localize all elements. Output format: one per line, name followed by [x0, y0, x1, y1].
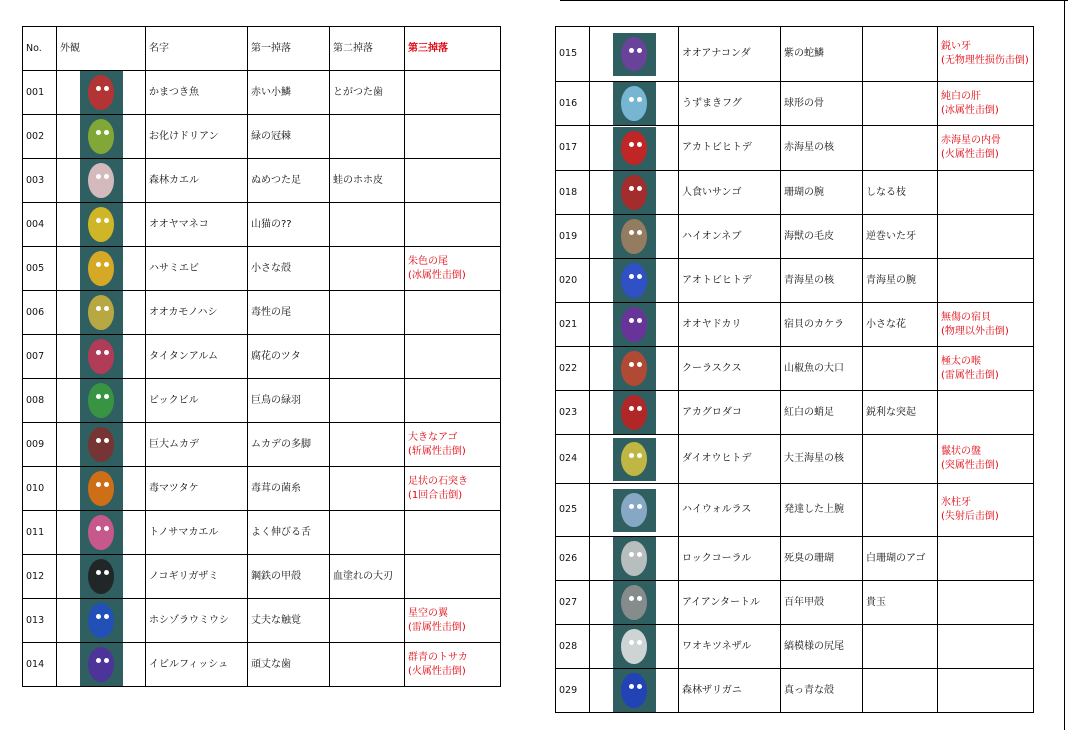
drop-3 — [938, 669, 1034, 713]
monster-appearance — [57, 291, 146, 335]
drop-2 — [863, 669, 938, 713]
drop-2 — [330, 247, 405, 291]
monster-appearance — [590, 435, 679, 484]
drop-1: 毒性の尾 — [248, 291, 330, 335]
monster-appearance — [590, 347, 679, 391]
header-drop2: 第二掉落 — [330, 27, 405, 71]
drop-2 — [330, 511, 405, 555]
monster-appearance — [590, 303, 679, 347]
iron-turtle-monster-icon — [613, 581, 656, 624]
blue-seaslug-monster-icon — [80, 599, 123, 642]
monster-number: 002 — [23, 115, 57, 159]
monster-appearance — [590, 171, 679, 215]
monster-name: ハサミエビ — [146, 247, 248, 291]
monster-name: ホシゾラウミウシ — [146, 599, 248, 643]
table-row — [556, 171, 1034, 215]
monster-name: ハイオンネブ — [679, 215, 781, 259]
monster-number: 015 — [556, 27, 590, 82]
drop-1: よく伸びる舌 — [248, 511, 330, 555]
monster-appearance — [590, 27, 679, 82]
drop-1: ムカデの多脚 — [248, 423, 330, 467]
monster-appearance — [590, 669, 679, 713]
drop-2: 小さな花 — [863, 303, 938, 347]
drop-1: 山椒魚の大口 — [781, 347, 863, 391]
pink-frog-monster-icon — [80, 159, 123, 202]
monster-name: 人食いサンゴ — [679, 171, 781, 215]
drop-2 — [863, 347, 938, 391]
monster-name: タイタンアルム — [146, 335, 248, 379]
tusked-beast-monster-icon — [613, 215, 656, 258]
monster-number: 013 — [23, 599, 57, 643]
salamander-monster-icon — [613, 347, 656, 390]
red-octopus-monster-icon — [613, 391, 656, 434]
monster-name: ダイオウヒトデ — [679, 435, 781, 484]
table-row — [556, 391, 1034, 435]
drop-3: 星空の翼 (雷属性击倒) — [405, 599, 501, 643]
monster-number: 028 — [556, 625, 590, 669]
drop-1: 毒茸の菌糸 — [248, 467, 330, 511]
drop-3 — [938, 391, 1034, 435]
table-row — [556, 259, 1034, 303]
drop-1: 球形の骨 — [781, 82, 863, 126]
monster-number: 010 — [23, 467, 57, 511]
monster-appearance — [590, 259, 679, 303]
drop-3 — [938, 581, 1034, 625]
table-row — [556, 27, 1034, 82]
page-edge-right — [1064, 0, 1065, 730]
table-row — [556, 669, 1034, 713]
monster-number: 025 — [556, 484, 590, 537]
monster-appearance — [57, 555, 146, 599]
monster-name: イビルフィッシュ — [146, 643, 248, 687]
table-row — [23, 71, 501, 115]
drop-1: 死臭の珊瑚 — [781, 537, 863, 581]
drop-2 — [330, 335, 405, 379]
table-row — [23, 555, 501, 599]
monster-appearance — [57, 71, 146, 115]
monster-appearance — [590, 82, 679, 126]
monster-appearance — [57, 335, 146, 379]
monster-name: アカトビヒトデ — [679, 126, 781, 171]
monster-name: 森林カエル — [146, 159, 248, 203]
monster-number: 008 — [23, 379, 57, 423]
monster-number: 026 — [556, 537, 590, 581]
monster-number: 005 — [23, 247, 57, 291]
purple-snake-monster-icon — [613, 33, 656, 76]
monster-name: オオカモノハシ — [146, 291, 248, 335]
monster-number: 022 — [556, 347, 590, 391]
drop-2 — [330, 379, 405, 423]
table-row — [556, 82, 1034, 126]
drop-1: 緑の冠棘 — [248, 115, 330, 159]
drop-3 — [938, 625, 1034, 669]
monster-number: 019 — [556, 215, 590, 259]
drop-3 — [938, 215, 1034, 259]
page-edge-top — [560, 0, 1068, 1]
monster-number: 023 — [556, 391, 590, 435]
table-row — [23, 203, 501, 247]
drop-1: 発達した上腕 — [781, 484, 863, 537]
table-row — [556, 581, 1034, 625]
monster-number: 001 — [23, 71, 57, 115]
table-row — [556, 126, 1034, 171]
drop-3 — [405, 203, 501, 247]
blue-puffer-monster-icon — [613, 82, 656, 125]
drop-1: 青海星の核 — [781, 259, 863, 303]
rock-coral-monster-icon — [613, 537, 656, 580]
red-fish-monster-icon — [80, 71, 123, 114]
monster-appearance — [57, 423, 146, 467]
drop-2: 逆巻いた牙 — [863, 215, 938, 259]
drop-2 — [863, 484, 938, 537]
table-row — [556, 215, 1034, 259]
table-row — [23, 467, 501, 511]
monster-number: 004 — [23, 203, 57, 247]
monster-name: かまつき魚 — [146, 71, 248, 115]
monster-number: 021 — [556, 303, 590, 347]
drop-1: 百年甲殻 — [781, 581, 863, 625]
drop-1: 赤海星の核 — [781, 126, 863, 171]
table-row — [556, 537, 1034, 581]
drop-3: 大きなアゴ (斩属性击倒) — [405, 423, 501, 467]
monster-number: 014 — [23, 643, 57, 687]
table-row — [23, 511, 501, 555]
drop-1: 縞模様の尻尾 — [781, 625, 863, 669]
table-row — [23, 379, 501, 423]
monster-appearance — [57, 379, 146, 423]
monster-appearance — [57, 511, 146, 555]
table-row — [23, 159, 501, 203]
monster-number: 020 — [556, 259, 590, 303]
drop-3 — [405, 291, 501, 335]
yellow-cat-monster-icon — [80, 203, 123, 246]
table-row — [556, 484, 1034, 537]
drop-2 — [330, 467, 405, 511]
monster-name: 毒マツタケ — [146, 467, 248, 511]
monster-appearance — [590, 215, 679, 259]
table-row — [23, 599, 501, 643]
monster-name: ビックビル — [146, 379, 248, 423]
monster-number: 018 — [556, 171, 590, 215]
drop-3 — [938, 259, 1034, 303]
table-row — [556, 435, 1034, 484]
monster-name: クーラスクス — [679, 347, 781, 391]
drop-3: 赤海星の内骨 (火属性击倒) — [938, 126, 1034, 171]
drop-3: 鬣状の盤 (突属性击倒) — [938, 435, 1034, 484]
table-row — [23, 291, 501, 335]
monster-appearance — [590, 126, 679, 171]
monster-name: オオヤドカリ — [679, 303, 781, 347]
monster-name: ロックコーラル — [679, 537, 781, 581]
monster-number: 006 — [23, 291, 57, 335]
drop-3 — [405, 335, 501, 379]
header-appearance: 外観 — [57, 27, 146, 71]
drop-1: ぬめつた足 — [248, 159, 330, 203]
drop-3: 足状の石突き (1回合击倒) — [405, 467, 501, 511]
drop-2: 蛙のホホ皮 — [330, 159, 405, 203]
green-bird-monster-icon — [80, 379, 123, 422]
monster-appearance — [57, 599, 146, 643]
drop-1: 宿貝のカケラ — [781, 303, 863, 347]
table-row — [23, 423, 501, 467]
table-row — [23, 247, 501, 291]
drop-3 — [405, 511, 501, 555]
blue-crayfish-monster-icon — [613, 669, 656, 712]
drop-3 — [938, 171, 1034, 215]
drop-3: 氷柱牙 (失射后击倒) — [938, 484, 1034, 537]
drop-2 — [863, 82, 938, 126]
drop-1: 海獣の毛皮 — [781, 215, 863, 259]
drop-2 — [863, 27, 938, 82]
drop-2 — [330, 599, 405, 643]
drop-2: 貴玉 — [863, 581, 938, 625]
monster-table-left — [22, 26, 501, 687]
king-starfish-monster-icon — [613, 438, 656, 481]
table-row — [556, 303, 1034, 347]
drop-1: 赤い小鱗 — [248, 71, 330, 115]
drop-2 — [863, 126, 938, 171]
drop-2: とがつた歯 — [330, 71, 405, 115]
monster-name: アイアンタートル — [679, 581, 781, 625]
orange-mushroom-monster-icon — [80, 467, 123, 510]
drop-1: 山猫の?? — [248, 203, 330, 247]
monster-number: 029 — [556, 669, 590, 713]
drop-2: しなる枝 — [863, 171, 938, 215]
drop-1: 腐花のツタ — [248, 335, 330, 379]
monster-appearance — [57, 643, 146, 687]
drop-1: 珊瑚の腕 — [781, 171, 863, 215]
drop-3 — [405, 379, 501, 423]
green-durian-monster-icon — [80, 115, 123, 158]
monster-name: オオヤマネコ — [146, 203, 248, 247]
monster-appearance — [590, 625, 679, 669]
monster-name: お化けドリアン — [146, 115, 248, 159]
drop-3: 純白の肝 (冰属性击倒) — [938, 82, 1034, 126]
drop-3: 朱色の尾 (冰属性击倒) — [405, 247, 501, 291]
drop-2: 青海星の腕 — [863, 259, 938, 303]
drop-3: 極太の喉 (雷属性击倒) — [938, 347, 1034, 391]
drop-3 — [405, 159, 501, 203]
monster-appearance — [57, 115, 146, 159]
drop-3 — [938, 537, 1034, 581]
monster-number: 007 — [23, 335, 57, 379]
drop-3: 鋭い牙 (无物理性损伤击倒) — [938, 27, 1034, 82]
monster-number: 017 — [556, 126, 590, 171]
drop-2 — [330, 291, 405, 335]
monster-number: 024 — [556, 435, 590, 484]
drop-1: 小さな殻 — [248, 247, 330, 291]
monster-appearance — [57, 467, 146, 511]
table-row — [23, 115, 501, 159]
drop-2 — [330, 643, 405, 687]
yellow-platypus-monster-icon — [80, 291, 123, 334]
walrus-monster-icon — [613, 489, 656, 532]
drop-1: 巨鳥の緑羽 — [248, 379, 330, 423]
drop-3: 無傷の宿貝 (物理以外击倒) — [938, 303, 1034, 347]
monster-number: 011 — [23, 511, 57, 555]
table-row — [23, 643, 501, 687]
purple-fish-monster-icon — [80, 643, 123, 686]
drop-2 — [863, 625, 938, 669]
yellow-shrimp-monster-icon — [80, 247, 123, 290]
header-drop1: 第一掉落 — [248, 27, 330, 71]
drop-3 — [405, 71, 501, 115]
monster-name: ノコギリガザミ — [146, 555, 248, 599]
header-no: No. — [23, 27, 57, 71]
drop-2 — [863, 435, 938, 484]
monster-number: 009 — [23, 423, 57, 467]
monster-appearance — [57, 159, 146, 203]
monster-number: 012 — [23, 555, 57, 599]
monster-name: オオアナコンダ — [679, 27, 781, 82]
drop-1: 大王海星の核 — [781, 435, 863, 484]
table-row — [556, 625, 1034, 669]
drop-1: 頑丈な歯 — [248, 643, 330, 687]
monster-number: 016 — [556, 82, 590, 126]
header-name: 名字 — [146, 27, 248, 71]
drop-1: 真っ青な殻 — [781, 669, 863, 713]
monster-number: 027 — [556, 581, 590, 625]
drop-1: 鋼鉄の甲殻 — [248, 555, 330, 599]
drop-3 — [405, 555, 501, 599]
black-crab-monster-icon — [80, 555, 123, 598]
blue-starfish-monster-icon — [613, 259, 656, 302]
monster-appearance — [57, 247, 146, 291]
drop-2 — [330, 203, 405, 247]
header-row — [23, 27, 501, 71]
monster-table-right — [555, 26, 1034, 713]
monster-appearance — [57, 203, 146, 247]
monster-name: ワオキツネザル — [679, 625, 781, 669]
titan-flower-monster-icon — [80, 335, 123, 378]
monster-name: トノサマカエル — [146, 511, 248, 555]
purple-hermitcrab-monster-icon — [613, 303, 656, 346]
red-coral-monster-icon — [613, 171, 656, 214]
drop-3: 群青のトサカ (火属性击倒) — [405, 643, 501, 687]
monster-number: 003 — [23, 159, 57, 203]
monster-appearance — [590, 581, 679, 625]
monster-name: うずまきフグ — [679, 82, 781, 126]
drop-1: 紅白の蛸足 — [781, 391, 863, 435]
drop-3 — [405, 115, 501, 159]
monster-name: 巨大ムカデ — [146, 423, 248, 467]
drop-2 — [330, 423, 405, 467]
pink-toad-monster-icon — [80, 511, 123, 554]
centipede-monster-icon — [80, 423, 123, 466]
header-drop3: 第三掉落 — [405, 27, 501, 71]
monster-name: 森林ザリガニ — [679, 669, 781, 713]
drop-1: 丈夫な触覚 — [248, 599, 330, 643]
monster-appearance — [590, 537, 679, 581]
monster-appearance — [590, 484, 679, 537]
drop-2: 血塗れの大刃 — [330, 555, 405, 599]
drop-2: 白珊瑚のアゴ — [863, 537, 938, 581]
drop-2: 鋭利な突起 — [863, 391, 938, 435]
lemur-monster-icon — [613, 625, 656, 668]
monster-name: アカグロダコ — [679, 391, 781, 435]
monster-name: ハイウォルラス — [679, 484, 781, 537]
table-row — [23, 335, 501, 379]
monster-appearance — [590, 391, 679, 435]
drop-1: 紫の蛇鱗 — [781, 27, 863, 82]
drop-2 — [330, 115, 405, 159]
table-row — [556, 347, 1034, 391]
monster-name: アオトビヒトデ — [679, 259, 781, 303]
red-starfish-monster-icon — [613, 127, 656, 170]
